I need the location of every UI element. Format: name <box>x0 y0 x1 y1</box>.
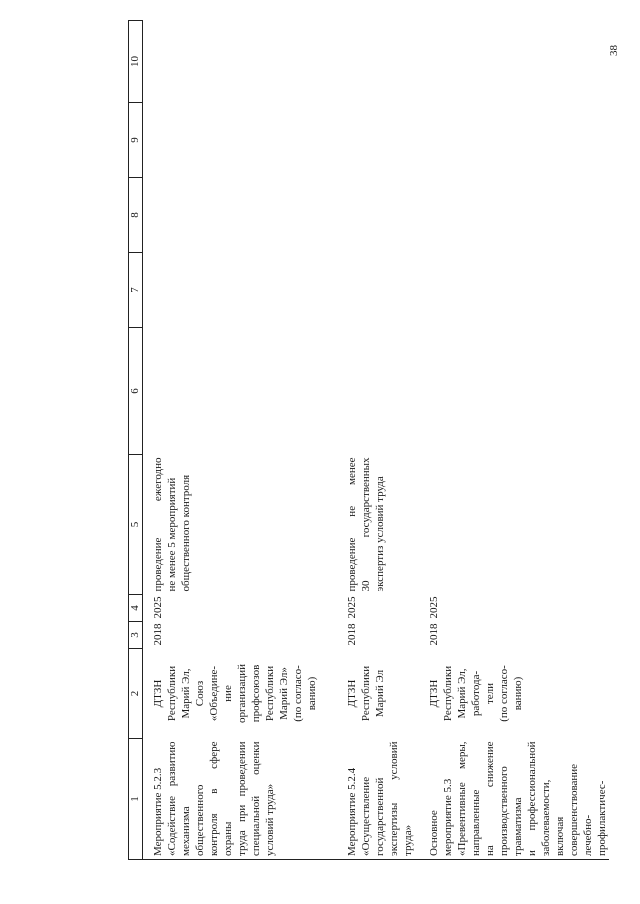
measure-line: условий труда» <box>264 783 276 856</box>
empty-cell <box>143 253 338 328</box>
column-header: 6 <box>129 328 143 455</box>
measure-cell <box>143 739 338 860</box>
executor-line: «Объедине- <box>208 665 220 722</box>
empty-cell <box>337 103 423 178</box>
measure-line: Мероприятие 5.2.4 <box>346 767 358 856</box>
table-row <box>423 21 609 860</box>
column-header: 1 <box>129 739 143 860</box>
measure-line: «Превентивные меры, <box>456 741 468 856</box>
empty-cell <box>423 178 609 253</box>
executor-line: тели <box>484 682 496 705</box>
start-year-cell: 2018 <box>346 623 358 646</box>
empty-cell <box>337 21 423 103</box>
table-header <box>129 21 143 860</box>
empty-cell <box>337 178 423 253</box>
column-header: 2 <box>129 649 143 739</box>
empty-cell <box>143 21 338 103</box>
result-line: экспертиз условий труда <box>374 476 386 592</box>
executor-cell <box>143 649 338 739</box>
empty-cell <box>423 21 609 103</box>
rotated-table-container <box>128 40 628 860</box>
executor-line: ДТЗН <box>152 679 164 708</box>
end-year-cell: 2025 <box>152 596 164 619</box>
empty-cell <box>423 328 609 455</box>
column-header: 9 <box>129 103 143 178</box>
empty-cell <box>143 103 338 178</box>
measure-line: контроля в сфере охраны <box>208 741 234 856</box>
executor-line: Марий Эл, <box>180 668 192 719</box>
empty-cell <box>337 328 423 455</box>
executor-line: Марий Эл» <box>278 667 290 720</box>
measure-line: направленные <box>470 789 482 856</box>
result-cell <box>143 455 338 595</box>
measure-line: мероприятие 5.3 <box>442 778 454 856</box>
executor-line: Республики <box>360 665 372 722</box>
measure-line: специальной оценки <box>250 741 262 856</box>
measure-line: заболеваемости, включая <box>540 779 566 856</box>
start-year-cell: 2018 <box>428 623 440 646</box>
executor-line: Марий Эл, <box>456 668 468 719</box>
empty-cell <box>143 178 338 253</box>
column-header: 4 <box>129 595 143 622</box>
measure-line: «Осуществление <box>360 776 372 856</box>
result-line: проведение ежегодно <box>152 457 164 592</box>
executor-line: ванию) <box>512 676 524 711</box>
column-header: 7 <box>129 253 143 328</box>
measure-cell <box>337 739 423 860</box>
start-year-cell: 2018 <box>152 623 164 646</box>
table-body <box>143 21 610 860</box>
measure-line: экспертизы условий <box>388 741 400 856</box>
executor-line: Республики <box>264 665 276 722</box>
measure-line: труда» <box>402 824 414 856</box>
executor-line: профсоюзов <box>250 664 262 723</box>
column-header: 10 <box>129 21 143 103</box>
page-number: 38 <box>608 45 620 56</box>
executor-line: ние <box>222 685 234 702</box>
end-year-cell: 2025 <box>428 596 440 619</box>
executor-line: Союз <box>194 680 206 707</box>
result-line: проведение не менее <box>346 457 358 592</box>
executor-line: (по согласо- <box>498 665 510 722</box>
column-header: 3 <box>129 622 143 649</box>
result-line: не менее 5 мероприятий <box>166 477 178 592</box>
empty-cell <box>337 253 423 328</box>
column-header: 8 <box>129 178 143 253</box>
measure-line: труда при проведении <box>236 741 248 856</box>
executor-line: Республики <box>166 665 178 722</box>
executor-line: ванию) <box>306 676 318 711</box>
measure-line: государственной <box>374 777 386 856</box>
empty-cell <box>423 253 609 328</box>
empty-cell <box>143 328 338 455</box>
end-year-cell: 2025 <box>346 596 358 619</box>
executor-line: ДТЗН <box>346 679 358 708</box>
measure-line: совершенствование <box>568 763 580 856</box>
measure-line: и профессиональной <box>526 741 538 856</box>
measure-line: травматизма <box>512 797 524 856</box>
result-cell <box>337 455 423 595</box>
empty-cell <box>423 103 609 178</box>
column-header: 5 <box>129 455 143 595</box>
executor-line: Республики <box>442 665 454 722</box>
measure-line: производственного <box>498 766 510 856</box>
executor-line: организаций <box>236 663 248 724</box>
measure-line: на снижение <box>484 741 496 856</box>
result-line: общественного контроля <box>180 474 192 592</box>
executor-line: ДТЗН <box>428 679 440 708</box>
executor-cell <box>337 649 423 739</box>
executor-line: работода- <box>470 670 482 717</box>
measure-line: механизма общественного <box>180 784 206 856</box>
measure-line: Основное <box>428 810 440 856</box>
measures-table <box>128 20 609 860</box>
result-cell <box>423 455 609 595</box>
result-line: 30 государственных <box>360 457 372 592</box>
executor-cell <box>423 649 609 739</box>
executor-line: Марий Эл <box>374 669 386 718</box>
table-row <box>337 21 423 860</box>
measure-line: лечебно-профилактичес- <box>582 780 608 856</box>
measure-line: «Содействие развитию <box>166 741 178 856</box>
executor-line: (по согласо- <box>292 665 304 722</box>
table-row <box>143 21 338 860</box>
measure-cell <box>423 739 609 860</box>
measure-line: Мероприятие 5.2.3 <box>152 767 164 856</box>
